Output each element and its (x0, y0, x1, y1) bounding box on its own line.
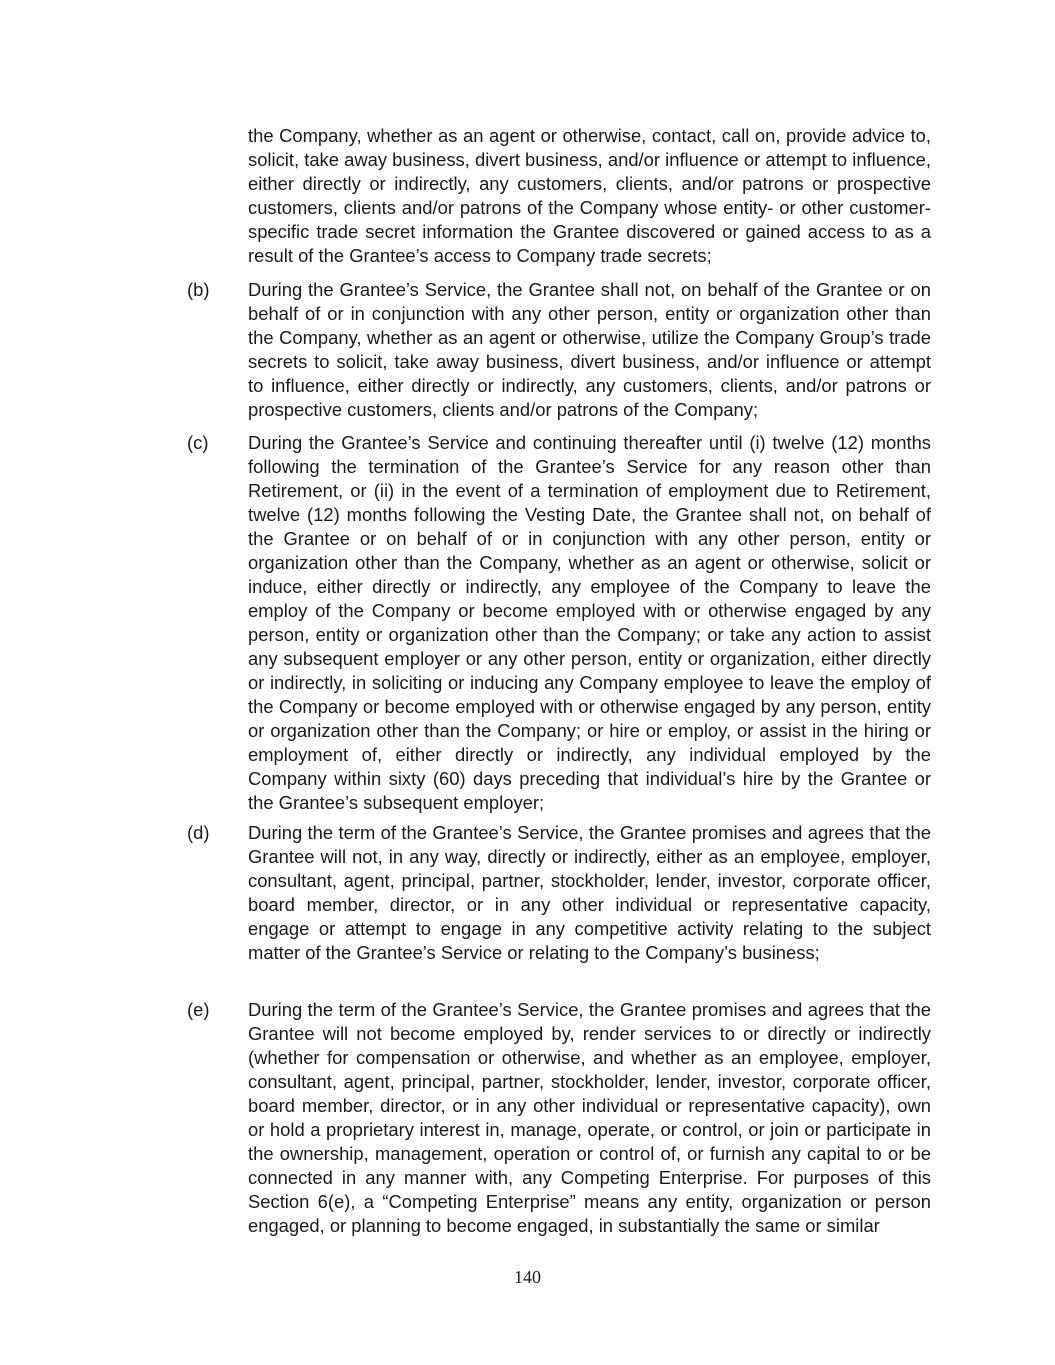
clause-b-label: (b) (187, 279, 210, 300)
clause-e-label: (e) (187, 999, 210, 1020)
clause-d-text: During the term of the Grantee’s Service, the Grantee promises and agrees that the Grantee will not, in any way, directly or indirectly, either as an employee, employer, consultant, agent, principal, partner, stockholder, lender, investor, corporate officer, board member, director, or in any other individual or representative capacity, engage or attempt to engage in any competitive activity relating to the subject matter of the Grantee’s Service or relating to the Company’s business; (248, 822, 931, 963)
clause-b-text: During the Grantee’s Service, the Grantee shall not, on behalf of the Grantee or on behalf of or in conjunction with any other person, entity or organization other than the Company, whether as an agent or otherwise, utilize the Company Group’s trade secrets to solicit, take away business, divert business, and/or influence or attempt to influence, either directly or indirectly, any customers, clients, and/or patrons or prospective customers, clients and/or patrons of the Company; (248, 279, 931, 420)
intro-continuation-paragraph: the Company, whether as an agent or otherwise, contact, call on, provide advice to, solicit, take away business, divert business, and/or influence or attempt to influence, either directly or indirectly, any customers, clients, and/or patrons or prospective customers, clients and/or patrons of the Company whose entity- or other customer-specific trade secret information the Grantee discovered or gained access to as a result of the Grantee’s access to Company trade secrets; (248, 125, 931, 266)
clause-d-label: (d) (187, 822, 210, 843)
clause-e-text: During the term of the Grantee’s Service, the Grantee promises and agrees that the Grantee will not become employed by, render services to or directly or indirectly (whether for compensation or otherwise, and whether as an employee, employer, consultant, agent, principal, partner, stockholder, lender, investor, corporate officer, board member, director, or in any other individual or representative capacity), own or hold a proprietary interest in, manage, operate, or control, or join or participate in the ownership, management, operation or control of, or furnish any capital to or be connected in any manner with, any Competing Enterprise. For purposes of this Section 6(e), a “Competing Enterprise” means any entity, organization or person engaged, or planning to become engaged, in substantially the same or similar (248, 999, 931, 1236)
clause-c-text: During the Grantee’s Service and continuing thereafter until (i) twelve (12) months following the termination of the Grantee’s Service for any reason other than Retirement, or (ii) in the event of a termination of employment due to Retirement, twelve (12) months following the Vesting Date, the Grantee shall not, on behalf of the Grantee or on behalf of or in conjunction with any other person, entity or organization other than the Company, whether as an agent or otherwise, solicit or induce, either directly or indirectly, any employee of the Company to leave the employ of the Company or become employed with or otherwise engaged by any person, entity or organization other than the Company; or take any action to assist any subsequent employer or any other person, entity or organization, either directly or indirectly, in soliciting or inducing any Company employee to leave the employ of the Company or become employed with or otherwise engaged by any person, entity or organization other than the Company; or hire or employ, or assist in the hiring or employment of, either directly or indirectly, any individual employed by the Company within sixty (60) days preceding that individual’s hire by the Grantee or the Grantee’s subsequent employer; (248, 432, 931, 813)
clause-c-label: (c) (187, 432, 209, 453)
page-number: 140 (514, 1267, 541, 1287)
